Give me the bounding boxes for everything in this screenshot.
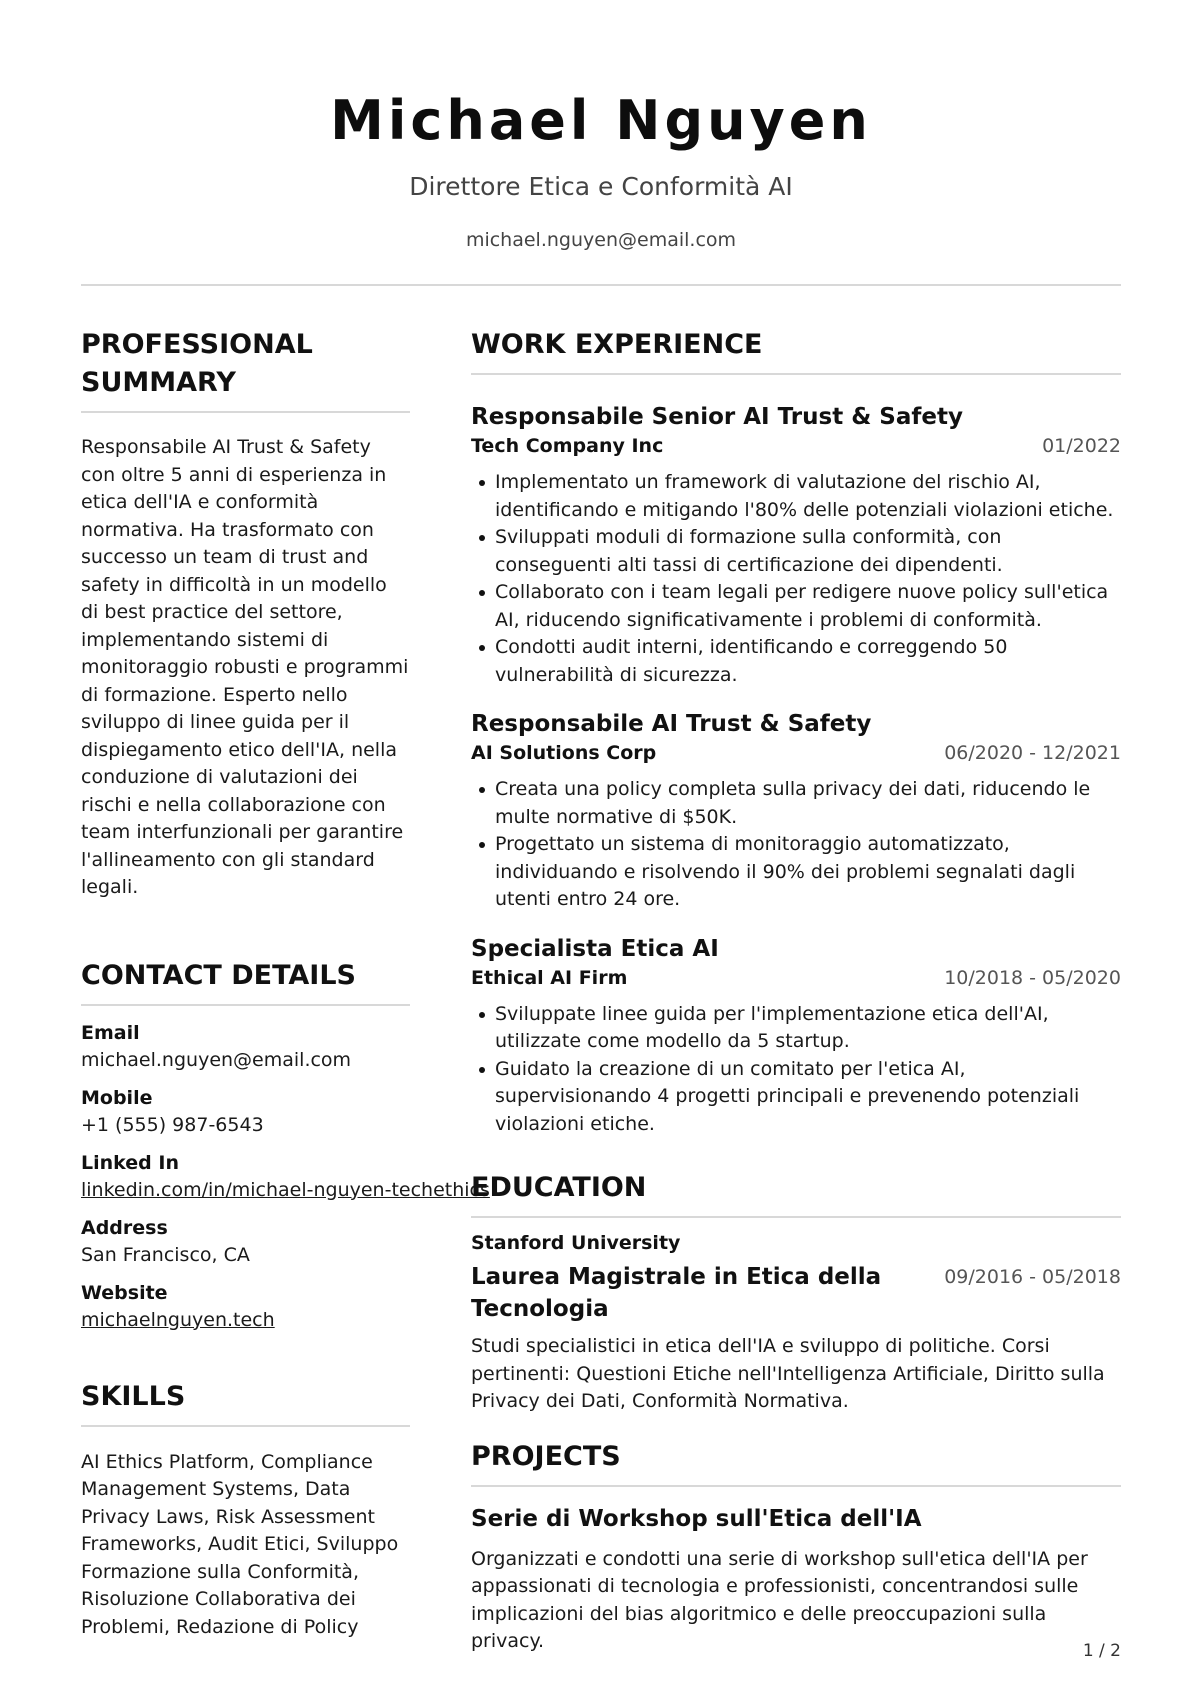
contact-section bbox=[81, 957, 490, 1334]
education-heading: EDUCATION bbox=[471, 1169, 1121, 1218]
job-title: Responsabile Senior AI Trust & Safety bbox=[471, 404, 963, 430]
education-meta bbox=[471, 1261, 1121, 1325]
contact-value: San Francisco, CA bbox=[81, 1243, 250, 1266]
job-date: 06/2020 - 12/2021 bbox=[944, 742, 1121, 764]
skills-section bbox=[81, 1378, 410, 1642]
header-divider bbox=[81, 284, 1121, 286]
education-description: Studi specialistici in etica dell'IA e sviluppo di politiche. Corsi pertinenti: Questioni Etiche nell'Intelligenza Artificiale, Diritto sulla Privacy dei Dati, Conformità Normativa. bbox=[471, 1335, 1105, 1412]
contact-website bbox=[81, 1280, 410, 1334]
contact-mobile bbox=[81, 1085, 410, 1139]
education-date: 09/2016 - 05/2018 bbox=[944, 1266, 1121, 1288]
contact-list bbox=[81, 1020, 490, 1334]
header-email: michael.nguyen@email.com bbox=[465, 229, 737, 251]
bullet-item: Creata una policy completa sulla privacy dei dati, riducendo le multe normative di $50K. bbox=[471, 776, 1121, 831]
job-meta bbox=[471, 964, 1121, 992]
contact-heading: CONTACT DETAILS bbox=[81, 957, 410, 1006]
skills-text: AI Ethics Platform, Compliance Management Systems, Data Privacy Laws, Risk Assessment Frameworks, Audit Etici, Sviluppo Formazione sulla Conformità, Risoluzione Collaborativa dei Problemi, Redazione di Policy bbox=[81, 1450, 399, 1638]
bullet-item: Guidato la creazione di un comitato per l'etica AI, supervisionando 4 progetti principali e prevenendo potenziali violazioni etiche. bbox=[471, 1056, 1121, 1139]
bullet-item: Sviluppati moduli di formazione sulla conformità, con conseguenti alti tassi di certificazione dei dipendenti. bbox=[471, 524, 1121, 579]
job-role: Direttore Etica e Conformità AI bbox=[409, 172, 793, 201]
contact-value: +1 (555) 987-6543 bbox=[81, 1113, 264, 1136]
resume-page bbox=[81, 0, 1121, 1683]
contact-email bbox=[81, 1020, 410, 1074]
job-bullets bbox=[471, 1001, 1121, 1139]
contact-label: Website bbox=[81, 1281, 168, 1304]
candidate-name: Michael Nguyen bbox=[330, 89, 872, 152]
education-section bbox=[471, 1169, 1121, 1416]
contact-label: Email bbox=[81, 1021, 140, 1044]
summary-section bbox=[81, 326, 410, 902]
job-entry bbox=[471, 709, 1121, 914]
bullet-item: Sviluppate linee guida per l'implementazione etica dell'AI, utilizzate come modello da 5 startup. bbox=[471, 1001, 1121, 1056]
degree-title: Laurea Magistrale in Etica della Tecnologia bbox=[471, 1264, 882, 1322]
bullet-item: Condotti audit interni, identificando e correggendo 50 vulnerabilità di sicurezza. bbox=[471, 634, 1121, 689]
website-link[interactable]: michaelnguyen.tech bbox=[81, 1308, 275, 1331]
work-heading: WORK EXPERIENCE bbox=[471, 326, 1121, 375]
contact-value: michael.nguyen@email.com bbox=[81, 1048, 352, 1071]
page-number: 1 / 2 bbox=[1082, 1641, 1121, 1661]
contact-address bbox=[81, 1215, 410, 1269]
projects-heading: PROJECTS bbox=[471, 1438, 1121, 1487]
contact-label: Mobile bbox=[81, 1086, 153, 1109]
job-title: Specialista Etica AI bbox=[471, 935, 719, 962]
project-description: Organizzati e condotti una serie di workshop sull'etica dell'IA per appassionati di tecnologia e professionisti, concentrandosi sulle implicazioni del bias algoritmico e delle preoccupazioni sulla privacy. bbox=[471, 1547, 1088, 1652]
right-column bbox=[471, 326, 1121, 1656]
job-entry bbox=[471, 934, 1121, 1139]
job-title: Responsabile AI Trust & Safety bbox=[471, 711, 872, 737]
contact-label: Linked In bbox=[81, 1151, 179, 1174]
left-column bbox=[81, 326, 490, 1641]
work-section bbox=[471, 326, 1121, 1138]
contact-label: Address bbox=[81, 1216, 168, 1239]
job-bullets bbox=[471, 776, 1121, 914]
projects-section bbox=[471, 1438, 1121, 1656]
skills-heading: SKILLS bbox=[81, 1378, 410, 1427]
bullet-item: Progettato un sistema di monitoraggio automatizzato, individuando e risolvendo il 90% dei problemi segnalati dagli utenti entro 24 ore. bbox=[471, 831, 1121, 914]
contact-linkedin bbox=[81, 1150, 490, 1204]
school-name: Stanford University bbox=[471, 1232, 681, 1254]
bullet-item: Implementato un framework di valutazione del rischio AI, identificando e mitigando l'80% delle potenziali violazioni etiche. bbox=[471, 469, 1121, 524]
company-name: AI Solutions Corp bbox=[471, 742, 657, 764]
job-bullets bbox=[471, 469, 1121, 689]
job-meta bbox=[471, 432, 1121, 460]
job-entry bbox=[471, 402, 1121, 689]
summary-heading: PROFESSIONAL SUMMARY bbox=[81, 326, 410, 413]
linkedin-link[interactable]: linkedin.com/in/michael-nguyen-techethics bbox=[81, 1178, 490, 1201]
project-title: Serie di Workshop sull'Etica dell'IA bbox=[471, 1505, 922, 1532]
company-name: Ethical AI Firm bbox=[471, 966, 628, 989]
job-meta bbox=[471, 739, 1121, 767]
company-name: Tech Company Inc bbox=[471, 435, 664, 457]
summary-text: Responsabile AI Trust & Safety con oltre 5 anni di esperienza in etica dell'IA e conformità normativa. Ha trasformato con successo un team di trust and safety in difficoltà in un modello di best practice del settore, implementando sistemi di monitoraggio robusti e programmi di formazione. Esperto nello sviluppo di linee guida per il dispiegamento etico dell'IA, nella conduzione di valutazioni dei rischi e nella collaborazione con team interfunzionali per garantire l'allineamento con gli standard legali. bbox=[81, 436, 409, 898]
job-date: 01/2022 bbox=[1042, 435, 1121, 457]
bullet-item: Collaborato con i team legali per redigere nuove policy sull'etica AI, riducendo significativamente i problemi di conformità. bbox=[471, 579, 1121, 634]
job-date: 10/2018 - 05/2020 bbox=[944, 966, 1121, 989]
